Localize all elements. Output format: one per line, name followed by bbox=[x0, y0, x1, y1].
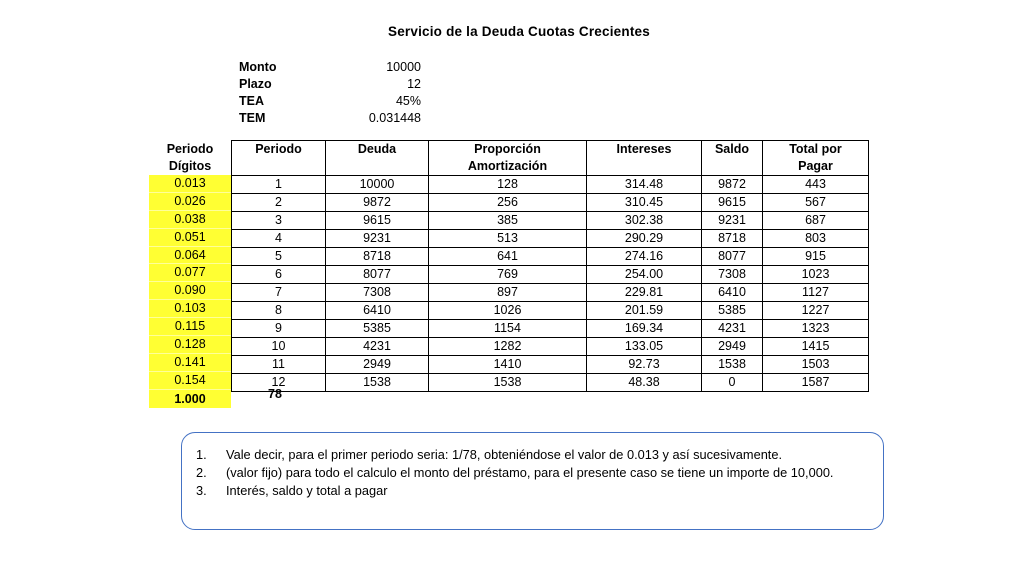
cell-total: 1227 bbox=[763, 302, 869, 320]
cell-saldo: 9231 bbox=[702, 212, 763, 230]
cell-deuda: 4231 bbox=[326, 338, 429, 356]
header-line: Amortización bbox=[467, 159, 548, 173]
debt-schedule-table bbox=[231, 140, 869, 392]
cell-saldo: 9615 bbox=[702, 194, 763, 212]
cell-deuda: 9231 bbox=[326, 230, 429, 248]
table-row bbox=[232, 338, 869, 356]
cell-periodo: 9 bbox=[232, 320, 326, 338]
cell-total: 915 bbox=[763, 248, 869, 266]
notes-box bbox=[181, 432, 884, 530]
table-row bbox=[232, 302, 869, 320]
cell-periodo: 6 bbox=[232, 266, 326, 284]
table-row bbox=[232, 248, 869, 266]
header-line: Total por bbox=[789, 142, 842, 156]
periodo-digitos-header bbox=[149, 140, 231, 175]
period-sum: 78 bbox=[268, 387, 282, 401]
cell-proporcion: 256 bbox=[429, 194, 587, 212]
table-row bbox=[232, 194, 869, 212]
cell-saldo: 8077 bbox=[702, 248, 763, 266]
note-number: 1. bbox=[196, 447, 207, 462]
digit-cell: 0.026 bbox=[149, 193, 231, 211]
note-item bbox=[196, 482, 856, 500]
param-value: 45% bbox=[395, 94, 421, 108]
cell-proporcion: 897 bbox=[429, 284, 587, 302]
note-item bbox=[196, 446, 856, 464]
param-value: 0.031448 bbox=[368, 111, 421, 125]
cell-periodo: 8 bbox=[232, 302, 326, 320]
note-number: 3. bbox=[196, 483, 207, 498]
header-line: Intereses bbox=[616, 142, 672, 156]
cell-proporcion: 1026 bbox=[429, 302, 587, 320]
cell-proporcion: 641 bbox=[429, 248, 587, 266]
cell-deuda: 6410 bbox=[326, 302, 429, 320]
column-header-proporcion bbox=[429, 141, 587, 176]
digit-cell: 0.077 bbox=[149, 264, 231, 282]
cell-intereses: 201.59 bbox=[587, 302, 702, 320]
cell-periodo: 12 bbox=[232, 374, 326, 392]
param-value: 10000 bbox=[386, 60, 421, 74]
cell-total: 1415 bbox=[763, 338, 869, 356]
param-label: Monto bbox=[239, 60, 277, 74]
note-text: (valor fijo) para todo el calculo el monto del préstamo, para el presente caso se tiene un importe de 10,000. bbox=[226, 465, 834, 480]
note-number: 2. bbox=[196, 465, 207, 480]
cell-intereses: 92.73 bbox=[587, 356, 702, 374]
notes-list bbox=[196, 446, 856, 500]
header-line: Dígitos bbox=[168, 159, 212, 173]
cell-intereses: 290.29 bbox=[587, 230, 702, 248]
cell-total: 1023 bbox=[763, 266, 869, 284]
cell-proporcion: 1154 bbox=[429, 320, 587, 338]
column-header-deuda bbox=[326, 141, 429, 176]
cell-periodo: 1 bbox=[232, 176, 326, 194]
cell-periodo: 10 bbox=[232, 338, 326, 356]
cell-deuda: 10000 bbox=[326, 176, 429, 194]
column-header-intereses bbox=[587, 141, 702, 176]
cell-total: 803 bbox=[763, 230, 869, 248]
cell-total: 443 bbox=[763, 176, 869, 194]
cell-intereses: 254.00 bbox=[587, 266, 702, 284]
header-line: Periodo bbox=[166, 142, 214, 156]
cell-proporcion: 1410 bbox=[429, 356, 587, 374]
digit-total: 1.000 bbox=[149, 390, 231, 408]
cell-deuda: 1538 bbox=[326, 374, 429, 392]
table-header-row bbox=[232, 141, 869, 176]
cell-intereses: 229.81 bbox=[587, 284, 702, 302]
cell-saldo: 2949 bbox=[702, 338, 763, 356]
cell-deuda: 7308 bbox=[326, 284, 429, 302]
digit-cell: 0.154 bbox=[149, 372, 231, 390]
cell-saldo: 8718 bbox=[702, 230, 763, 248]
table-row bbox=[232, 212, 869, 230]
digit-cell: 0.064 bbox=[149, 247, 231, 265]
page-title: Servicio de la Deuda Cuotas Crecientes bbox=[388, 24, 650, 39]
cell-intereses: 314.48 bbox=[587, 176, 702, 194]
digit-cell: 0.115 bbox=[149, 318, 231, 336]
cell-deuda: 9615 bbox=[326, 212, 429, 230]
cell-periodo: 2 bbox=[232, 194, 326, 212]
cell-saldo: 9872 bbox=[702, 176, 763, 194]
header-line: Saldo bbox=[714, 142, 750, 156]
table-row bbox=[232, 374, 869, 392]
cell-periodo: 4 bbox=[232, 230, 326, 248]
cell-saldo: 4231 bbox=[702, 320, 763, 338]
cell-intereses: 310.45 bbox=[587, 194, 702, 212]
digit-cell: 0.128 bbox=[149, 336, 231, 354]
table-row bbox=[232, 284, 869, 302]
note-text: Vale decir, para el primer periodo seria: 1/78, obteniéndose el valor de 0.013 y así sucesivamente. bbox=[226, 447, 783, 462]
cell-saldo: 1538 bbox=[702, 356, 763, 374]
table-row bbox=[232, 266, 869, 284]
periodo-digitos-column bbox=[149, 140, 231, 408]
cell-saldo: 7308 bbox=[702, 266, 763, 284]
header-line: Deuda bbox=[357, 142, 397, 156]
note-item bbox=[196, 464, 856, 482]
cell-saldo: 5385 bbox=[702, 302, 763, 320]
digit-cell: 0.090 bbox=[149, 282, 231, 300]
header-line: Periodo bbox=[255, 142, 302, 156]
digit-cell: 0.013 bbox=[149, 175, 231, 193]
header-line: Proporción bbox=[474, 142, 541, 156]
cell-proporcion: 769 bbox=[429, 266, 587, 284]
cell-intereses: 274.16 bbox=[587, 248, 702, 266]
param-value: 12 bbox=[407, 77, 421, 91]
header-line: Pagar bbox=[798, 159, 833, 173]
cell-deuda: 5385 bbox=[326, 320, 429, 338]
table-row bbox=[232, 356, 869, 374]
param-label: Plazo bbox=[239, 77, 272, 91]
column-header-saldo bbox=[702, 141, 763, 176]
cell-periodo: 11 bbox=[232, 356, 326, 374]
table-row bbox=[232, 230, 869, 248]
note-text: Interés, saldo y total a pagar bbox=[226, 483, 388, 498]
table-row bbox=[232, 320, 869, 338]
cell-proporcion: 513 bbox=[429, 230, 587, 248]
cell-periodo: 3 bbox=[232, 212, 326, 230]
column-header-periodo bbox=[232, 141, 326, 176]
cell-proporcion: 128 bbox=[429, 176, 587, 194]
cell-deuda: 8718 bbox=[326, 248, 429, 266]
cell-total: 1323 bbox=[763, 320, 869, 338]
cell-deuda: 8077 bbox=[326, 266, 429, 284]
cell-periodo: 7 bbox=[232, 284, 326, 302]
digit-cell: 0.141 bbox=[149, 354, 231, 372]
cell-total: 1587 bbox=[763, 374, 869, 392]
cell-periodo: 5 bbox=[232, 248, 326, 266]
column-header-total bbox=[763, 141, 869, 176]
cell-intereses: 169.34 bbox=[587, 320, 702, 338]
digit-cell: 0.103 bbox=[149, 300, 231, 318]
cell-proporcion: 1282 bbox=[429, 338, 587, 356]
cell-deuda: 9872 bbox=[326, 194, 429, 212]
table-row bbox=[232, 176, 869, 194]
cell-proporcion: 385 bbox=[429, 212, 587, 230]
param-label: TEA bbox=[239, 94, 264, 108]
cell-saldo: 6410 bbox=[702, 284, 763, 302]
param-label: TEM bbox=[239, 111, 266, 125]
cell-proporcion: 1538 bbox=[429, 374, 587, 392]
cell-deuda: 2949 bbox=[326, 356, 429, 374]
cell-intereses: 302.38 bbox=[587, 212, 702, 230]
cell-intereses: 48.38 bbox=[587, 374, 702, 392]
cell-total: 1503 bbox=[763, 356, 869, 374]
digit-cell: 0.038 bbox=[149, 211, 231, 229]
cell-intereses: 133.05 bbox=[587, 338, 702, 356]
cell-total: 567 bbox=[763, 194, 869, 212]
digit-cell: 0.051 bbox=[149, 229, 231, 247]
cell-total: 1127 bbox=[763, 284, 869, 302]
cell-saldo: 0 bbox=[702, 374, 763, 392]
cell-total: 687 bbox=[763, 212, 869, 230]
